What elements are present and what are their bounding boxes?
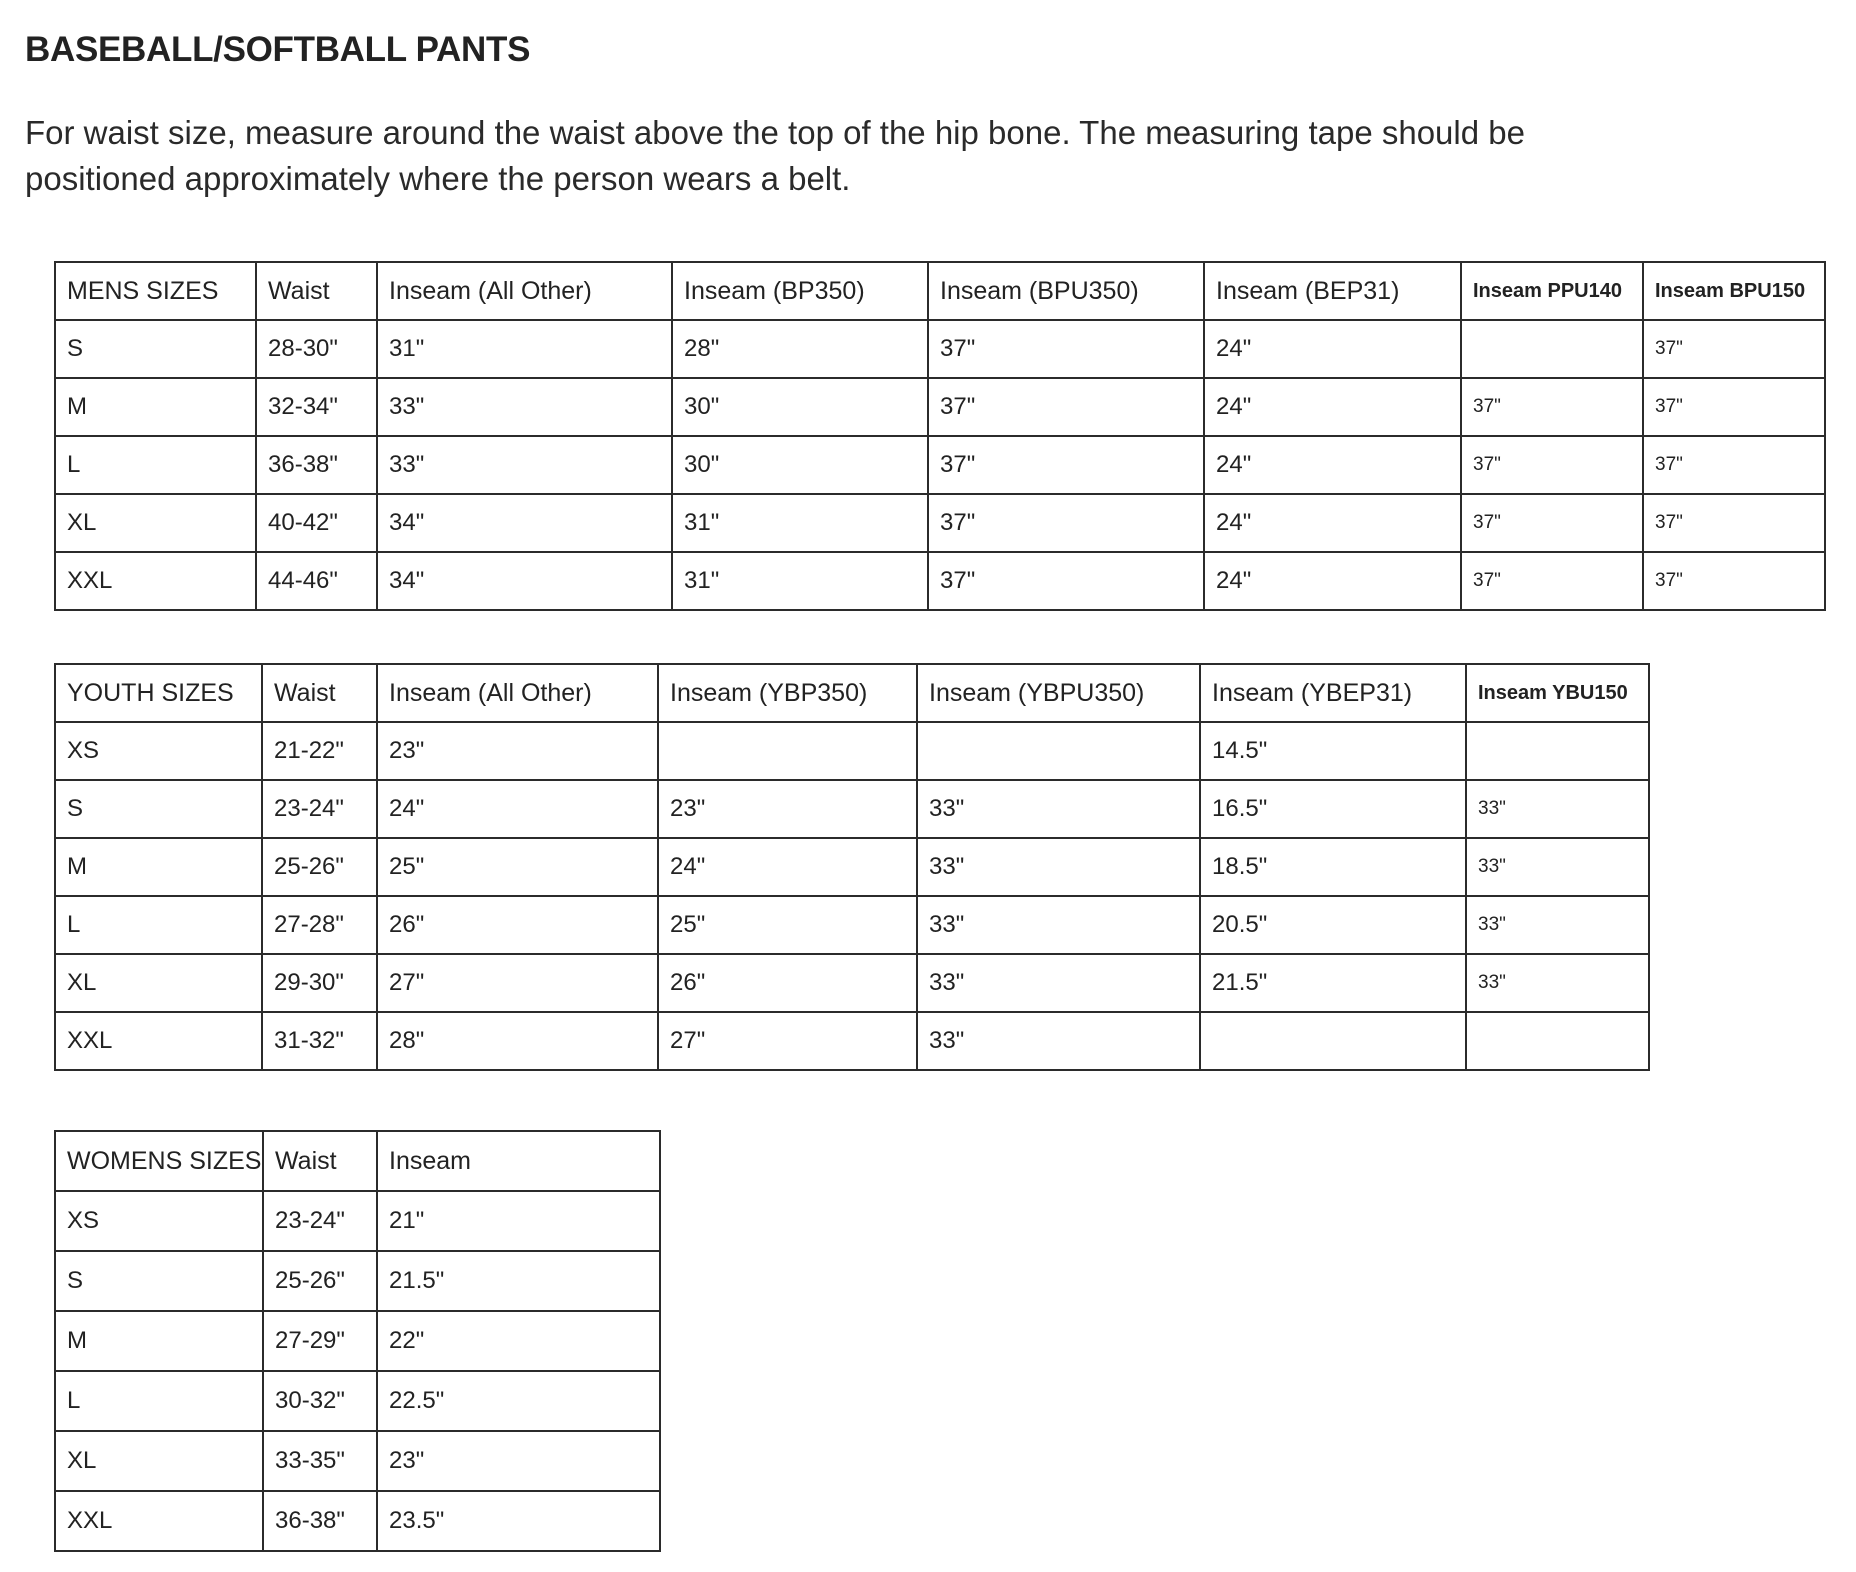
table-cell: 33": [1466, 838, 1649, 896]
column-header: Inseam (YBP350): [658, 664, 917, 722]
table-cell: 21.5": [1200, 954, 1466, 1012]
table-cell: 33": [1466, 896, 1649, 954]
youth-size-table: [54, 663, 1650, 1071]
column-header: YOUTH SIZES: [55, 664, 262, 722]
table-cell: 25": [658, 896, 917, 954]
table-cell: 33": [917, 780, 1200, 838]
table-row: [55, 1311, 660, 1371]
table-cell: 33": [377, 378, 672, 436]
table-row: [55, 494, 1825, 552]
table-cell: 32-34": [256, 378, 377, 436]
size-label-cell: L: [55, 1371, 263, 1431]
size-label-cell: XXL: [55, 1012, 262, 1070]
table-cell: 28-30": [256, 320, 377, 378]
table-cell: 16.5": [1200, 780, 1466, 838]
column-header: MENS SIZES: [55, 262, 256, 320]
table-cell: [1466, 722, 1649, 780]
table-row: [55, 1371, 660, 1431]
table-cell: 26": [658, 954, 917, 1012]
column-header: WOMENS SIZES: [55, 1131, 263, 1191]
table-row: [55, 378, 1825, 436]
size-label-cell: M: [55, 378, 256, 436]
column-header: Inseam (BEP31): [1204, 262, 1461, 320]
table-header-row: [55, 1131, 660, 1191]
column-header: Inseam (BPU350): [928, 262, 1204, 320]
womens-size-table: [54, 1130, 661, 1552]
size-label-cell: S: [55, 780, 262, 838]
size-label-cell: XXL: [55, 1491, 263, 1551]
table-cell: 31": [672, 494, 928, 552]
table-cell: 27-29": [263, 1311, 377, 1371]
table-cell: 27": [658, 1012, 917, 1070]
column-header: Inseam (All Other): [377, 664, 658, 722]
column-header: Inseam (YBEP31): [1200, 664, 1466, 722]
table-cell: 31": [672, 552, 928, 610]
table-cell: 33": [1466, 954, 1649, 1012]
table-cell: 21": [377, 1191, 660, 1251]
table-cell: 37": [928, 378, 1204, 436]
column-header: Waist: [256, 262, 377, 320]
table-cell: 37": [928, 320, 1204, 378]
table-cell: 24": [377, 780, 658, 838]
table-row: [55, 1191, 660, 1251]
size-label-cell: XL: [55, 1431, 263, 1491]
table-cell: 37": [1461, 552, 1643, 610]
table-header-row: [55, 262, 1825, 320]
table-cell: 28": [377, 1012, 658, 1070]
table-cell: 27": [377, 954, 658, 1012]
table-cell: 33": [377, 436, 672, 494]
column-header: Waist: [262, 664, 377, 722]
table-cell: 24": [1204, 436, 1461, 494]
size-label-cell: S: [55, 1251, 263, 1311]
table-cell: 26": [377, 896, 658, 954]
table-cell: 14.5": [1200, 722, 1466, 780]
table-cell: 44-46": [256, 552, 377, 610]
column-header: Inseam (BP350): [672, 262, 928, 320]
table-cell: 23": [377, 1431, 660, 1491]
size-label-cell: XS: [55, 1191, 263, 1251]
size-label-cell: S: [55, 320, 256, 378]
table-row: [55, 838, 1649, 896]
table-cell: 23": [658, 780, 917, 838]
table-cell: 24": [1204, 378, 1461, 436]
column-header: Inseam (YBPU350): [917, 664, 1200, 722]
table-cell: 37": [1643, 494, 1825, 552]
column-header: Inseam PPU140: [1461, 262, 1643, 320]
column-header: Inseam BPU150: [1643, 262, 1825, 320]
size-label-cell: XS: [55, 722, 262, 780]
table-cell: 30": [672, 378, 928, 436]
table-cell: 23.5": [377, 1491, 660, 1551]
table-cell: 36-38": [256, 436, 377, 494]
table-cell: 21.5": [377, 1251, 660, 1311]
table-row: [55, 320, 1825, 378]
table-row: [55, 1251, 660, 1311]
table-row: [55, 1491, 660, 1551]
table-cell: 23": [377, 722, 658, 780]
table-cell: 33-35": [263, 1431, 377, 1491]
table-cell: [917, 722, 1200, 780]
table-cell: 34": [377, 552, 672, 610]
table-cell: 22": [377, 1311, 660, 1371]
table-row: [55, 436, 1825, 494]
table-cell: 24": [658, 838, 917, 896]
table-cell: 33": [917, 954, 1200, 1012]
table-cell: 31-32": [262, 1012, 377, 1070]
page-title: BASEBALL/SOFTBALL PANTS: [25, 30, 531, 69]
table-cell: 37": [1643, 320, 1825, 378]
table-cell: [1200, 1012, 1466, 1070]
table-cell: 37": [1461, 378, 1643, 436]
table-cell: 24": [1204, 552, 1461, 610]
size-label-cell: XXL: [55, 552, 256, 610]
table-cell: 33": [1466, 780, 1649, 838]
table-cell: 37": [928, 552, 1204, 610]
table-cell: 25": [377, 838, 658, 896]
table-cell: 20.5": [1200, 896, 1466, 954]
table-cell: 37": [1643, 378, 1825, 436]
table-cell: 25-26": [263, 1251, 377, 1311]
table-row: [55, 1431, 660, 1491]
table-cell: [658, 722, 917, 780]
column-header: Inseam: [377, 1131, 660, 1191]
table-row: [55, 954, 1649, 1012]
table-cell: 29-30": [262, 954, 377, 1012]
table-cell: 18.5": [1200, 838, 1466, 896]
table-header-row: [55, 664, 1649, 722]
table-cell: 30-32": [263, 1371, 377, 1431]
table-cell: 40-42": [256, 494, 377, 552]
size-label-cell: L: [55, 436, 256, 494]
table-cell: 27-28": [262, 896, 377, 954]
table-cell: 25-26": [262, 838, 377, 896]
mens-size-table: [54, 261, 1826, 611]
table-cell: 31": [377, 320, 672, 378]
table-cell: 30": [672, 436, 928, 494]
size-label-cell: XL: [55, 494, 256, 552]
size-label-cell: M: [55, 1311, 263, 1371]
table-cell: [1466, 1012, 1649, 1070]
table-cell: 37": [1643, 552, 1825, 610]
table-cell: 23-24": [262, 780, 377, 838]
table-cell: 22.5": [377, 1371, 660, 1431]
table-cell: 24": [1204, 494, 1461, 552]
table-row: [55, 1012, 1649, 1070]
table-row: [55, 722, 1649, 780]
size-label-cell: L: [55, 896, 262, 954]
table-cell: 37": [928, 494, 1204, 552]
table-cell: 37": [1461, 494, 1643, 552]
table-cell: 37": [928, 436, 1204, 494]
table-cell: 36-38": [263, 1491, 377, 1551]
column-header: Inseam (All Other): [377, 262, 672, 320]
table-cell: 33": [917, 896, 1200, 954]
table-cell: 34": [377, 494, 672, 552]
table-cell: [1461, 320, 1643, 378]
table-row: [55, 552, 1825, 610]
size-label-cell: XL: [55, 954, 262, 1012]
table-row: [55, 896, 1649, 954]
table-cell: 28": [672, 320, 928, 378]
table-cell: 24": [1204, 320, 1461, 378]
table-row: [55, 780, 1649, 838]
table-cell: 37": [1461, 436, 1643, 494]
column-header: Waist: [263, 1131, 377, 1191]
column-header: Inseam YBU150: [1466, 664, 1649, 722]
table-cell: 21-22": [262, 722, 377, 780]
size-label-cell: M: [55, 838, 262, 896]
table-cell: 33": [917, 838, 1200, 896]
table-cell: 33": [917, 1012, 1200, 1070]
table-cell: 23-24": [263, 1191, 377, 1251]
table-cell: 37": [1643, 436, 1825, 494]
intro-paragraph: For waist size, measure around the waist above the top of the hip bone. The measuring tape should be positioned approximately where the person wears a belt.: [25, 114, 1525, 197]
